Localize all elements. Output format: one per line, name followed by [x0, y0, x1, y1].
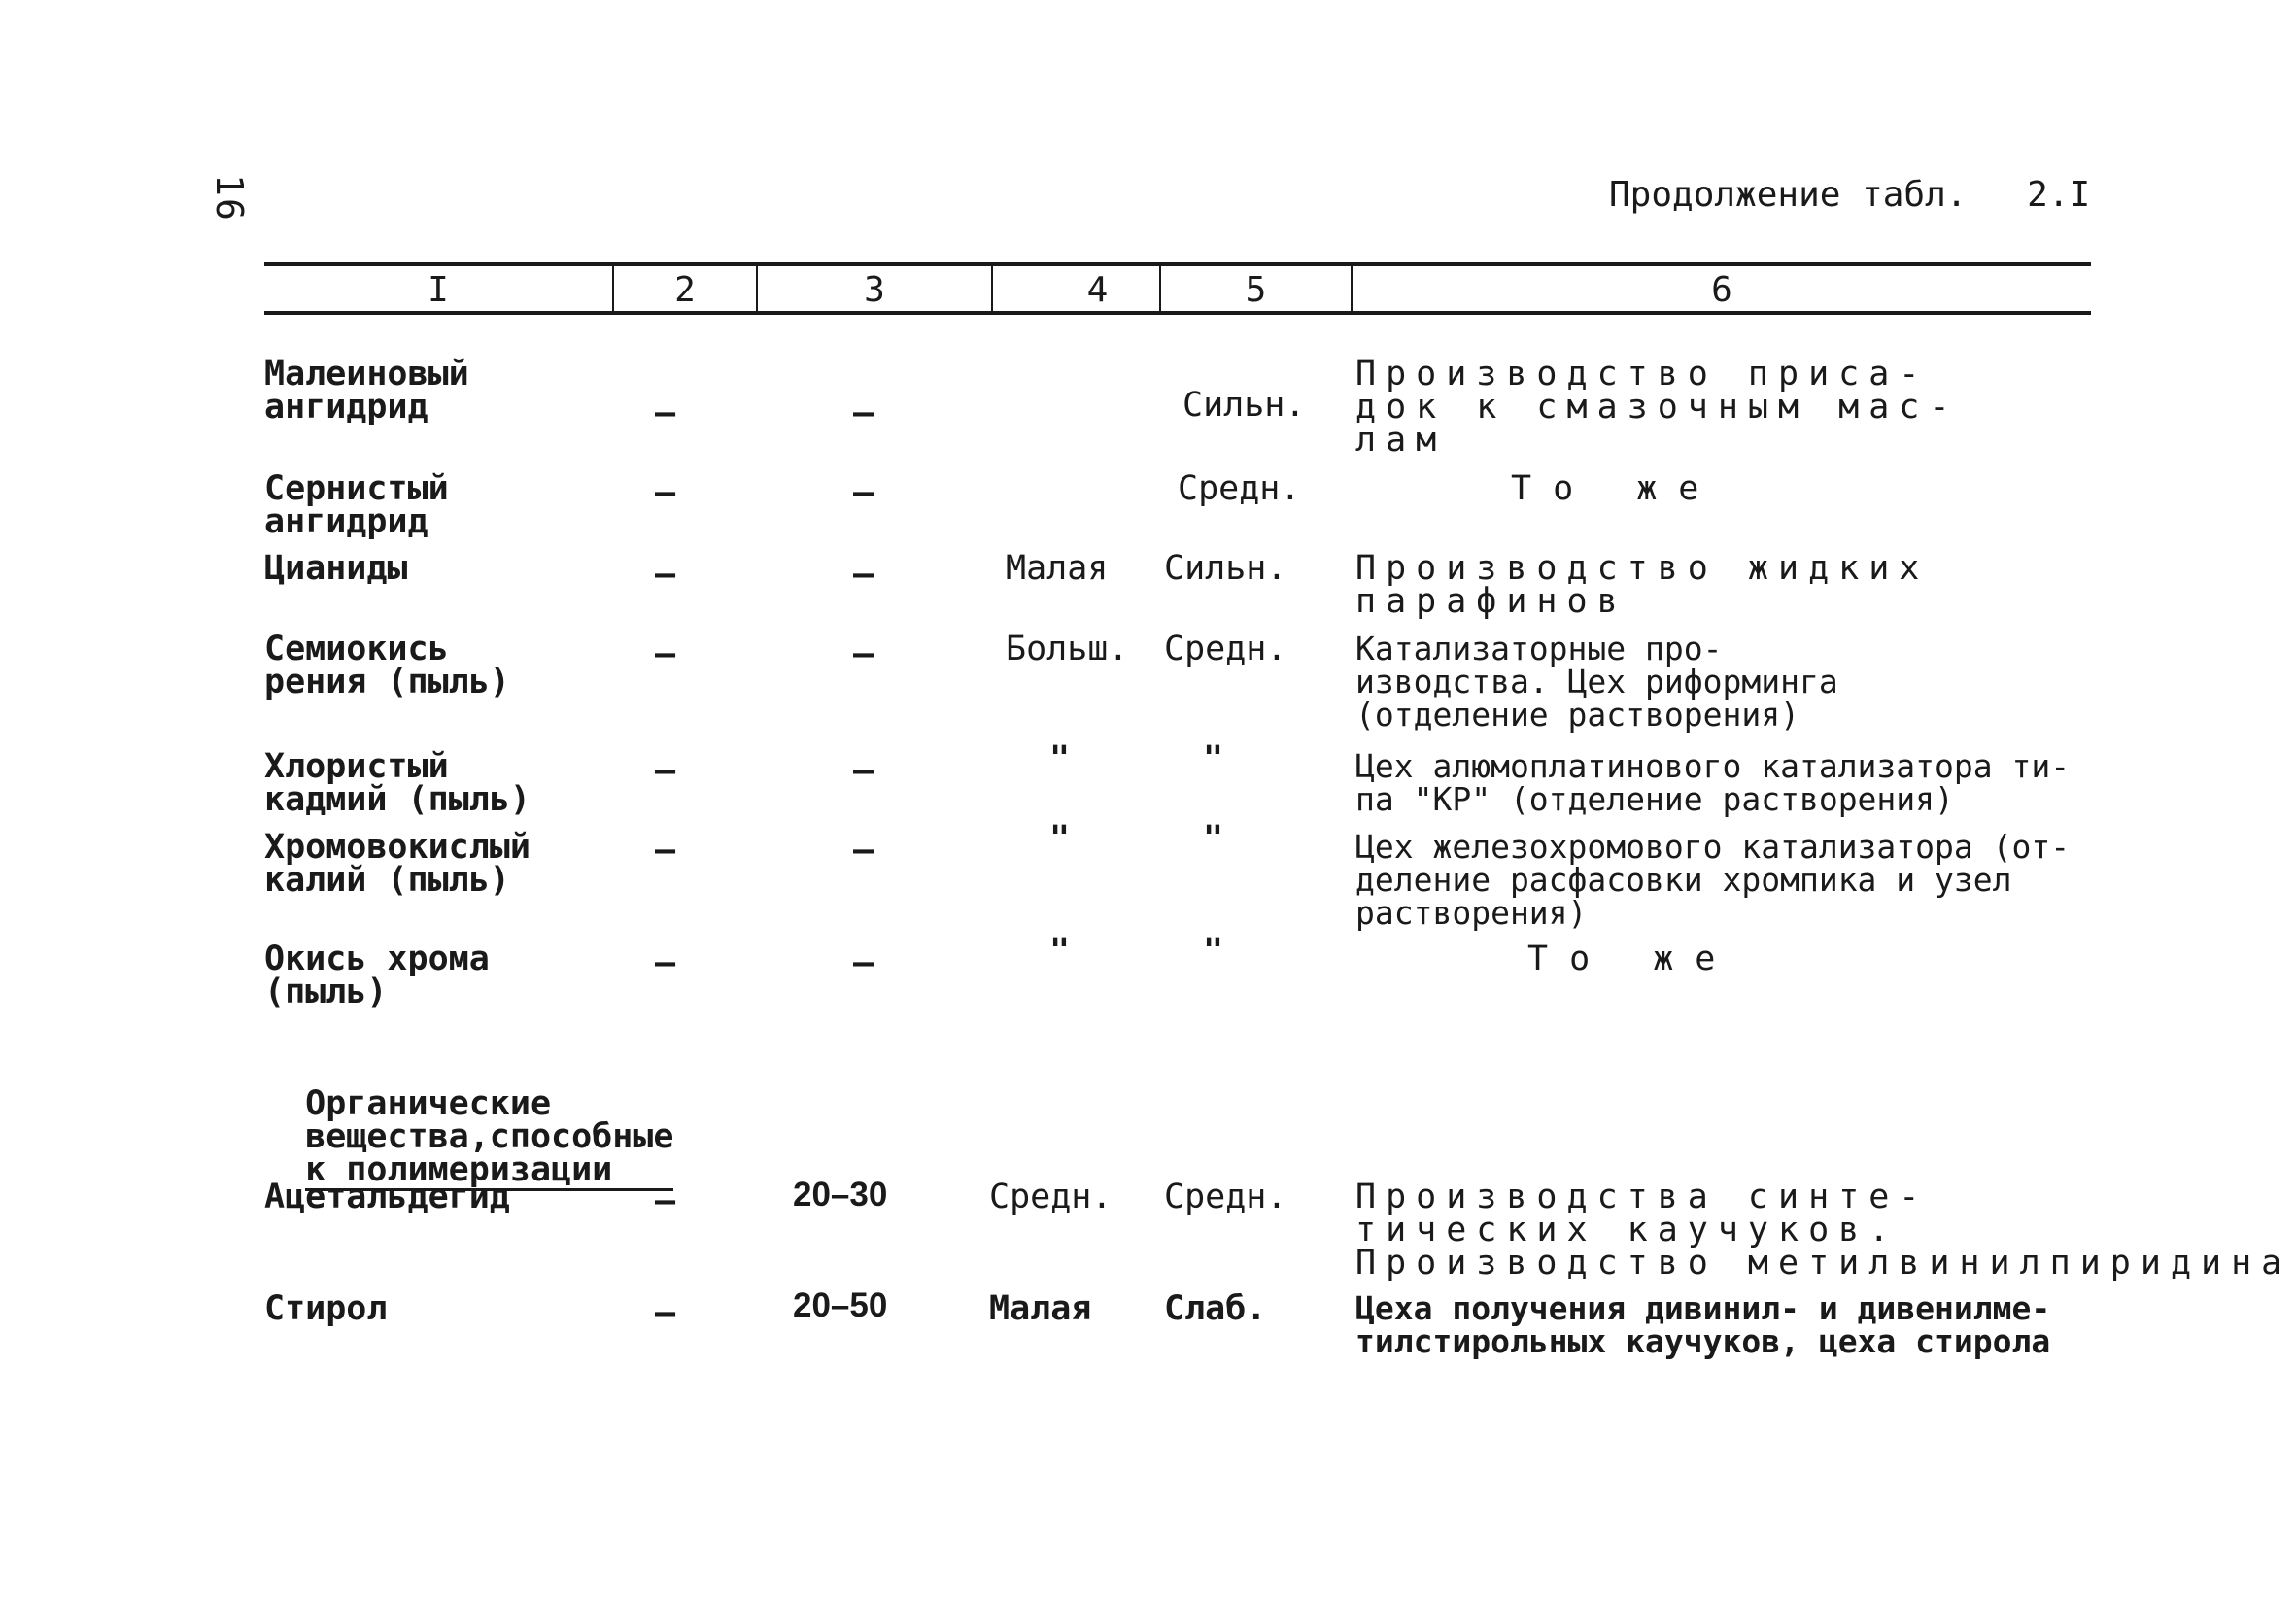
cell-col6: Производства синте- тических каучуков. Производство метилвинилпиридина — [1355, 1178, 2292, 1283]
cell-col3: – — [853, 943, 874, 982]
cell-col2: – — [655, 1181, 676, 1220]
cell-col4: Малая — [989, 1289, 1092, 1328]
cell-col5: Средн. — [1164, 630, 1287, 668]
caption-text: Продолжение табл. — [1609, 175, 1968, 215]
column-number: 2 — [674, 270, 696, 310]
cell-col5: Сильн. — [1182, 386, 1306, 425]
column-number: 4 — [1086, 270, 1109, 310]
column-number: 3 — [864, 270, 885, 310]
cell-col5: Средн. — [1164, 1178, 1287, 1216]
cell-col2: – — [655, 1293, 676, 1332]
cell-col5: " — [1203, 819, 1224, 858]
cell-col6: Производство жидких парафинов — [1355, 549, 1930, 621]
cell-col2: – — [655, 555, 676, 594]
cell-col2: – — [655, 634, 676, 673]
column-number: 5 — [1245, 270, 1267, 310]
cell-col4: " — [1049, 739, 1071, 778]
cell-col4: Малая — [1006, 549, 1109, 588]
section-heading — [264, 1054, 673, 1191]
cell-col6: Цех железохромового катализатора (от- деление расфасовки хромпика и узел растворения) — [1355, 828, 2071, 932]
cell-col2: – — [655, 393, 676, 432]
cell-col2: – — [655, 943, 676, 982]
cell-col3: – — [853, 473, 874, 512]
cell-col2: – — [655, 751, 676, 790]
cell-col3: – — [853, 751, 874, 790]
substance-name: Семиокись рения (пыль) — [264, 630, 510, 701]
cell-col2: – — [655, 473, 676, 512]
cell-col6: То же — [1527, 940, 1737, 978]
cell-col6: То же — [1511, 469, 1721, 508]
column-number: I — [428, 270, 449, 310]
cell-col3: – — [853, 393, 874, 432]
cell-col2: – — [655, 831, 676, 870]
cell-col6: Производство приса- док к смазочным мас- лам — [1355, 355, 1960, 460]
caption-number: 2.I — [2027, 175, 2091, 215]
cell-col3: – — [853, 555, 874, 594]
header-top-rule — [264, 262, 2091, 266]
cell-col4: " — [1049, 819, 1071, 858]
cell-col5: " — [1203, 739, 1224, 778]
page-number: 16 — [208, 174, 251, 222]
section-heading-text: Органические вещества,способные к полимеризации — [305, 1084, 674, 1189]
cell-col5: Сильн. — [1164, 549, 1287, 588]
cell-col6: Цех алюмоплатинового катализатора ти- па "КР" (отделение растворения) — [1355, 747, 2071, 818]
cell-col3: – — [853, 634, 874, 673]
header-bottom-rule — [264, 311, 2091, 315]
cell-col5: Слаб. — [1164, 1289, 1267, 1328]
cell-col3: – — [853, 831, 874, 870]
substance-name: Цианиды — [264, 549, 408, 588]
substance-name: Ацетальдегид — [264, 1178, 510, 1216]
cell-col4: " — [1049, 932, 1071, 971]
table-caption — [1609, 175, 2090, 215]
cell-col6: Катализаторные про- изводства. Цех риформинга (отделение растворения) — [1355, 630, 1838, 734]
cell-col3: 20–50 — [793, 1286, 888, 1324]
column-number: 6 — [1711, 270, 1732, 310]
cell-col4: Средн. — [989, 1178, 1113, 1216]
cell-col4: Больш. — [1006, 630, 1129, 668]
substance-name: Окись хрома (пыль) — [264, 940, 490, 1011]
cell-col5: Средн. — [1178, 469, 1301, 508]
cell-col3: 20–30 — [793, 1176, 888, 1214]
cell-col5: " — [1203, 932, 1224, 971]
substance-name: Стирол — [264, 1289, 388, 1328]
substance-name: Сернистый ангидрид — [264, 469, 449, 541]
substance-name: Хромовокислый калий (пыль) — [264, 828, 531, 900]
substance-name: Малеиновый ангидрид — [264, 355, 469, 427]
cell-col6: Цеха получения дивинил- и дивенилме- тилстирольных каучуков, цеха стирола — [1355, 1289, 2051, 1360]
substance-name: Хлористый кадмий (пыль) — [264, 747, 531, 819]
